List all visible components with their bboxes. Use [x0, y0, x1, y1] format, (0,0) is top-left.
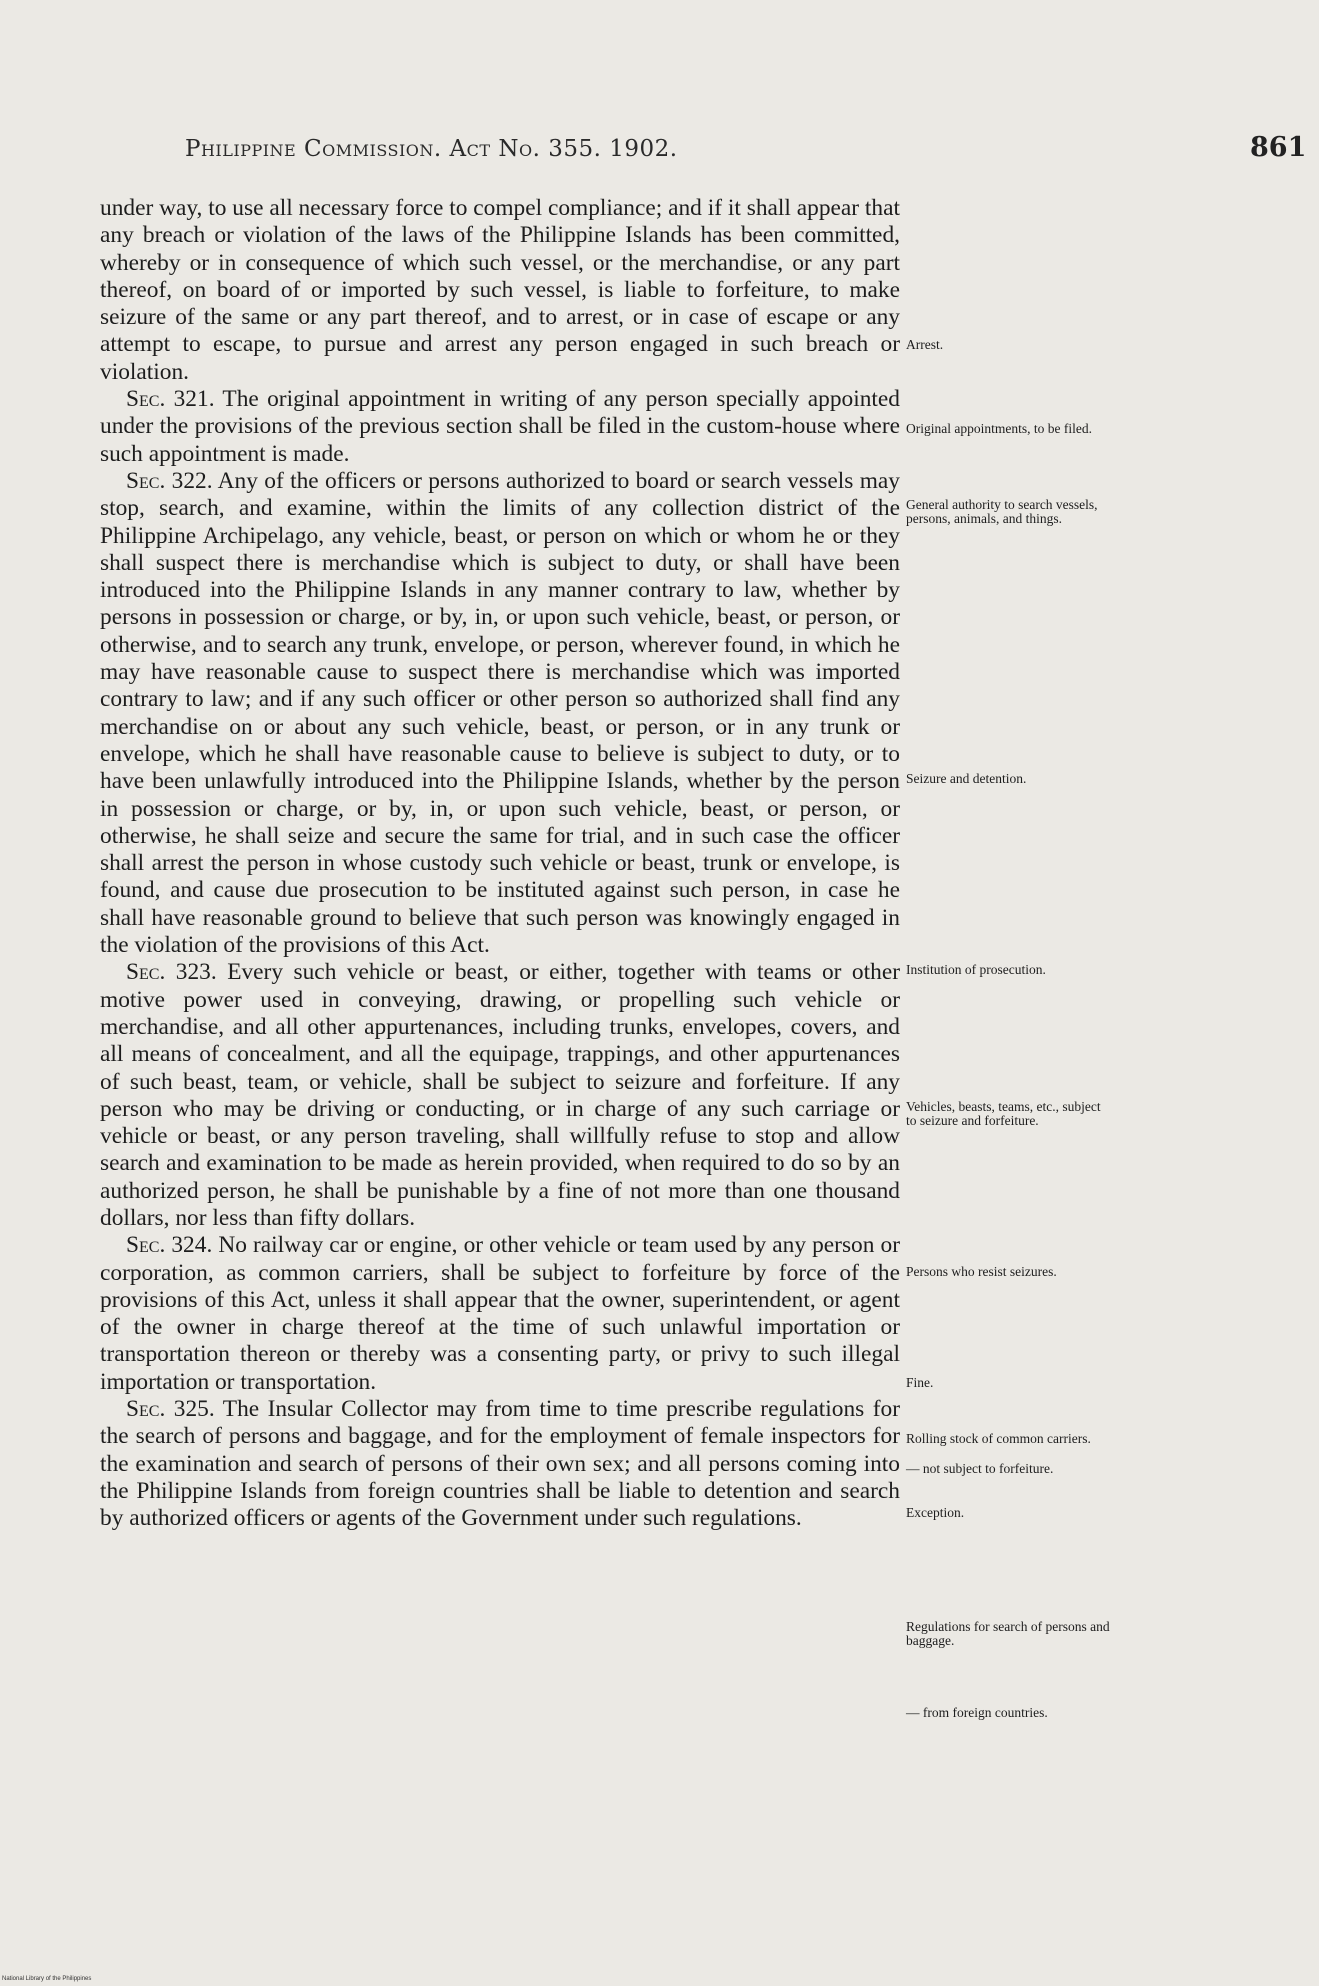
- margin-note-arrest: Arrest.: [906, 337, 944, 352]
- margin-note-regulations: Regulations for search of persons and baggage.: [906, 1619, 1110, 1648]
- margin-note-fine: Fine.: [906, 1375, 934, 1390]
- section-322: [100, 468, 900, 959]
- section-label: Sec. 324.: [126, 1232, 213, 1259]
- margin-note-not-subject: — not subject to forfeiture.: [906, 1461, 1054, 1476]
- section-text: The original appointment in writing of any person specially appointed under the provisions of the previous section shall be filed in the custom-house where such appointment is made.: [100, 386, 900, 467]
- margin-note-persons-resist: Persons who resist seizures.: [906, 1264, 1057, 1279]
- section-text: Every such vehicle or beast, or either, together with teams or other motive power used in conveying, drawing, or propelling such vehicle or merchandise, and all other appurtenances, including trunks, envelopes, covers, and all means of concealment, and all the equipage, trappings, and other appurtenances of such beast, team, or vehicle, shall be subject to seizure and forfeiture. If any person who may be driving or conducting, or in charge of any such carriage or vehicle or beast, or any person traveling, shall willfully refuse to stop and allow search and examination to be made as herein provided, when required to do so by an authorized person, he shall be punishable by a fine of not more than one thousand dollars, nor less than fifty dollars.: [100, 959, 900, 1231]
- margin-note-vehicles: Vehicles, beasts, teams, etc., subject to seizure and forfeiture.: [906, 1099, 1101, 1128]
- section-label: Sec. 321.: [126, 386, 215, 413]
- margin-note-prosecution: Institution of prosecution.: [906, 962, 1046, 977]
- margin-note-seizure: Seizure and detention.: [906, 771, 1027, 786]
- section-label: Sec. 322.: [126, 467, 213, 494]
- page-number: 861: [1250, 132, 1307, 163]
- paragraph-continuation: under way, to use all necessary force to compel compliance; and if it shall appear that any breach or violation of the laws of the Philippine Islands has been committed, whereby or in consequence of which such vessel, or the merchandise, or any part thereof, on board of or imported by such vessel, is liable to forfeiture, to make seizure of the same or any part thereof, and to arrest, or in case of escape or any attempt to escape, to pursue and arrest any person engaged in such breach or violation.: [100, 195, 900, 385]
- margin-note-rolling-stock: Rolling stock of common carriers.: [906, 1431, 1091, 1446]
- margin-note-general-authority: General authority to search vessels, persons, animals, and things.: [906, 497, 1098, 526]
- section-text: Any of the officers or persons authorized to board or search vessels may stop, search, and examine, within the limits of any collection district of the Philippine Archipelago, any vehicle, beast, or person on which or whom he or they shall suspect there is merchandise which is subject to duty, or shall have been introduced into the Philippine Islands in any manner contrary to law, whether by persons in possession or charge, or by, in, or upon such vehicle, beast, or person, or otherwise, and to search any trunk, envelope, or person, wherever found, in which he may have reasonable cause to suspect there is merchandise which was imported contrary to law; and if any such officer or other person so authorized shall find any merchandise on or about any such vehicle, beast, or person, or in any trunk or envelope, which he shall have reasonable cause to believe is subject to duty, or to have been unlawfully introduced into the Philippine Islands, whether by the person in possession or charge, or by, in, or upon such vehicle, beast, or person, or otherwise, he shall seize and secure the same for trial, and in such case the officer shall arrest the person in whose custody such vehicle or beast, trunk or envelope, is found, and cause due prosecution to be instituted against such person, in case he shall have reasonable ground to believe that such person was knowingly engaged in the violation of the provisions of this Act.: [100, 467, 900, 959]
- section-324: [100, 1232, 900, 1396]
- section-text: No railway car or engine, or other vehicle or team used by any person or corporation, as common carriers, shall be subject to forfeiture by force of the provisions of this Act, unless it shall appear that the owner, superintendent, or agent of the owner in charge thereof at the time of such unlawful importation or transportation thereon or thereby was a consenting party, or privy to such illegal importation or transportation.: [100, 1232, 900, 1395]
- section-text: The Insular Collector may from time to time prescribe regulations for the search of persons and baggage, and for the employment of female inspectors for the examination and search of persons of their own sex; and all persons coming into the Philippine Islands from foreign countries shall be liable to detention and search by authorized officers or agents of the Government under such regulations.: [100, 1396, 901, 1532]
- margin-note-foreign: — from foreign countries.: [906, 1705, 1048, 1720]
- margin-note-exception: Exception.: [906, 1505, 965, 1520]
- section-label: Sec. 323.: [126, 959, 217, 986]
- section-325: [100, 1396, 900, 1532]
- section-323: [100, 959, 900, 1232]
- footer-credit: National Library of the Philippines: [2, 1976, 92, 1982]
- running-head: Philippine Commission. Act No. 355. 1902.: [185, 136, 678, 162]
- section-label: Sec. 325.: [126, 1396, 215, 1423]
- section-321: [100, 386, 900, 468]
- margin-note-original-appointments: Original appointments, to be filed.: [906, 421, 1092, 436]
- body-text: [100, 195, 900, 1533]
